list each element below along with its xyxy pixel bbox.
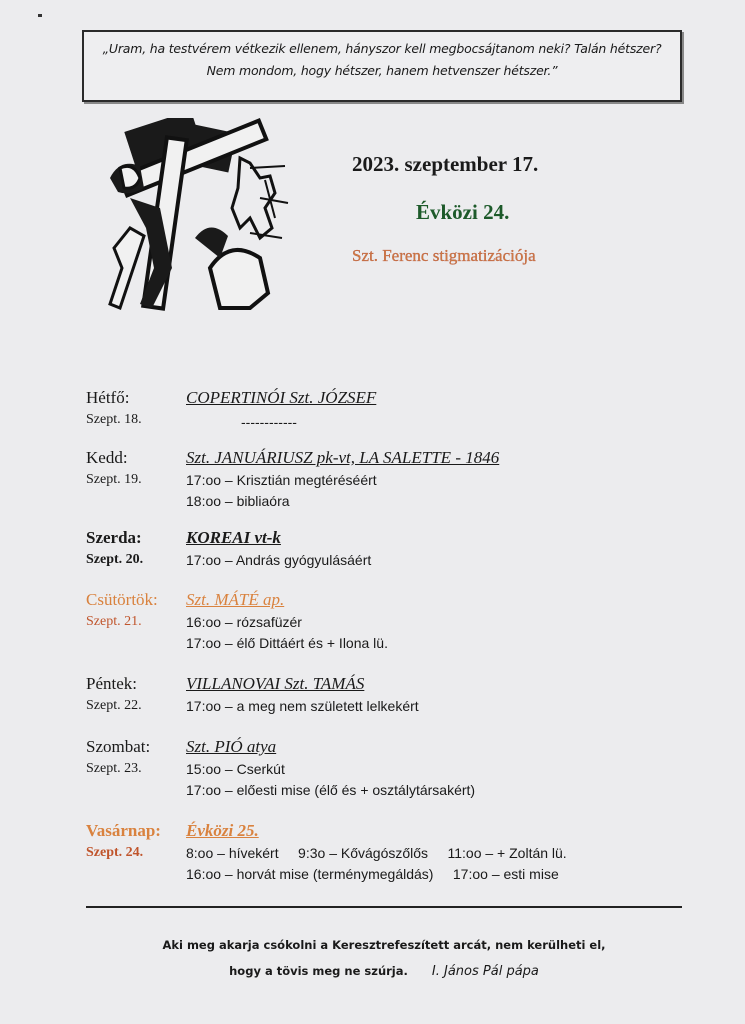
day-name: Hétfő:: [86, 388, 130, 407]
saint-name: Szt. MÁTÉ ap.: [186, 590, 285, 609]
quote-line-2: Nem mondom, hogy hétszer, hanem hetvenszer hétszer.”: [206, 63, 558, 78]
footer-line-2-wrap: [86, 958, 682, 985]
feast-title: Szt. Ferenc stigmatizációja: [352, 246, 536, 265]
day-date: Szept. 18.: [86, 412, 142, 427]
footer-divider: [86, 906, 682, 908]
bible-quote-box: [82, 30, 682, 102]
day-name: Kedd:: [86, 448, 128, 467]
saint-name: Szt. PIÓ atya: [186, 737, 277, 756]
sunday-title: Évközi 24.: [416, 200, 510, 224]
day-name: Vasárnap:: [86, 821, 161, 840]
schedule-line: 15:oo – Cserkút: [186, 761, 285, 777]
schedule-line: 17:oo – a meg nem született lelkekért: [186, 698, 419, 714]
day-date: Szept. 21.: [86, 614, 142, 629]
bulletin-date: 2023. szeptember 17.: [352, 152, 539, 176]
footer-signature: I. János Pál pápa: [431, 964, 539, 979]
footer-quote: [86, 932, 682, 985]
saint-name: Szt. JANUÁRIUSZ pk-vt, LA SALETTE - 1846: [186, 448, 500, 467]
saint-name: KOREAI vt-k: [186, 528, 281, 547]
scan-mark: [38, 14, 42, 17]
saint-name: VILLANOVAI Szt. TAMÁS: [186, 674, 365, 693]
day-name: Szombat:: [86, 737, 151, 756]
footer-line-1: Aki meg akarja csókolni a Keresztrefeszített arcát, nem kerülheti el,: [162, 938, 606, 952]
schedule-line: 17:oo – Krisztián megtéréséért: [186, 472, 377, 488]
day-name: Csütörtök:: [86, 590, 158, 609]
quote-line-1: „Uram, ha testvérem vétkezik ellenem, hányszor kell megbocsájtanom neki? Talán hétszer?: [102, 41, 662, 56]
schedule-line: 18:oo – bibliaóra: [186, 493, 290, 509]
day-date: Szept. 20.: [86, 552, 144, 567]
schedule-line: 8:oo – hívekért 9:3o – Kővágószőlős 11:oo – + Zoltán lü.: [186, 845, 567, 861]
cross-bearing-christ-icon: [100, 118, 290, 318]
schedule-line: 16:oo – horvát mise (terménymegáldás) 17:oo – esti mise: [186, 866, 559, 882]
saint-name: Évközi 25.: [186, 821, 259, 840]
day-date: Szept. 24.: [86, 845, 144, 860]
day-date: Szept. 22.: [86, 698, 142, 713]
schedule-line: ------------: [241, 414, 297, 430]
schedule-line: 17:oo – élő Dittáért és + Ilona lü.: [186, 635, 388, 651]
day-date: Szept. 23.: [86, 761, 142, 776]
schedule-line: 17:oo – András gyógyulásáért: [186, 552, 372, 568]
day-date: Szept. 19.: [86, 472, 142, 487]
schedule-line: 16:oo – rózsafüzér: [186, 614, 302, 630]
schedule-line: 17:oo – előesti mise (élő és + osztálytársakért): [186, 782, 476, 798]
footer-line-2: hogy a tövis meg ne szúrja.: [229, 964, 408, 978]
day-name: Szerda:: [86, 528, 142, 547]
day-name: Péntek:: [86, 674, 137, 693]
saint-name: COPERTINÓI Szt. JÓZSEF: [186, 388, 377, 407]
